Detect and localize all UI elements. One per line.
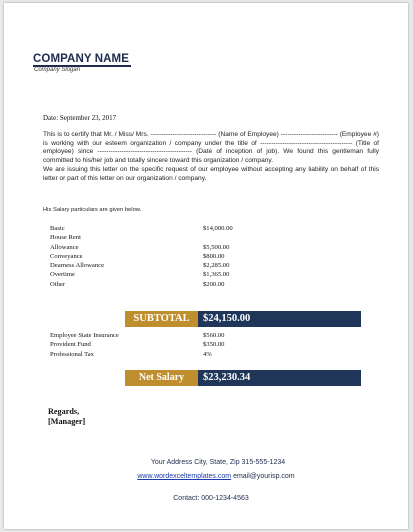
table-row	[50, 233, 233, 242]
deduction-value: 4%	[203, 350, 212, 358]
table-row	[50, 270, 233, 279]
earning-label: Basic	[50, 225, 65, 232]
earning-label: Dearness Allowance	[50, 262, 105, 270]
website-link[interactable]: www.wordexceltemplates.com	[137, 473, 232, 480]
deduction-label: Provident Fund	[50, 341, 91, 349]
footer-contact: Contact: 000-1234-4563	[173, 495, 249, 502]
earning-value: $5,500.00	[203, 243, 230, 251]
deduction-value: $350.00	[203, 341, 225, 349]
company-name: COMPANY NAME	[33, 53, 129, 65]
table-row	[50, 331, 224, 340]
earning-label: Overtime	[50, 271, 75, 279]
earning-label: Other	[50, 280, 66, 288]
deduction-label: Employee State Insurance	[50, 332, 119, 339]
signatory: [Manager]	[48, 417, 86, 426]
regards-text: Regards,	[48, 407, 80, 416]
subtotal-label: SUBTOTAL	[125, 311, 198, 327]
net-salary-bar	[125, 370, 361, 386]
letter-date: Date: September 23, 2017	[43, 114, 117, 122]
footer-address: Your Address City, State, Zip 315-555-1234	[150, 459, 286, 466]
liability-paragraph: We are issuing this letter on the specific request of our employee without accepting any liability on behalf of this letter or part of this letter on our organization / company.	[43, 165, 379, 182]
earnings-table	[50, 224, 233, 289]
deduction-value: $560.00	[203, 332, 225, 339]
deductions-table	[50, 331, 224, 359]
earning-value: $800.00	[203, 252, 225, 260]
table-row	[50, 261, 233, 270]
table-row	[50, 243, 233, 252]
earning-value: $200.00	[203, 280, 225, 288]
table-row	[50, 350, 224, 359]
certification-paragraph: This is to certify that Mr. / Miss/ Mrs. ------------------------------ (Name of Employee) -------------------------- (Employee #) is working with our esteem organization / company under the title of ------------------------------------------ (Title of employee) since ------------------------------------------- (Date of inception of job). We found this gentleman fully committed to his/her job and totally sincere toward this organization / company.	[43, 131, 379, 165]
letter-page	[4, 3, 408, 529]
closing	[48, 407, 85, 427]
net-salary-value: $23,230.34	[198, 370, 361, 386]
earning-value: $1,365.00	[203, 271, 230, 279]
earning-value: $14,000.00	[203, 225, 233, 232]
subtotal-value: $24,150.00	[198, 311, 361, 327]
table-row	[50, 252, 233, 261]
table-row	[50, 224, 233, 233]
earning-label: House Rent	[50, 234, 81, 242]
earning-label: Allowance	[50, 243, 79, 251]
net-salary-label: Net Salary	[125, 370, 198, 386]
subtotal-bar	[125, 311, 361, 327]
table-row	[50, 280, 233, 289]
letter-body	[43, 131, 379, 183]
earning-value: $2,285.00	[203, 262, 230, 270]
footer-web-line	[14, 473, 408, 480]
company-slogan: Company Slogan	[34, 67, 81, 73]
earning-value	[203, 233, 233, 242]
deduction-label: Professional Tax	[50, 350, 94, 358]
table-row	[50, 340, 224, 349]
salary-intro: His Salary particulars are given below.	[43, 207, 142, 213]
earning-label: Conveyance	[50, 252, 83, 260]
email-address[interactable]: email@yourisp.com	[233, 473, 295, 480]
